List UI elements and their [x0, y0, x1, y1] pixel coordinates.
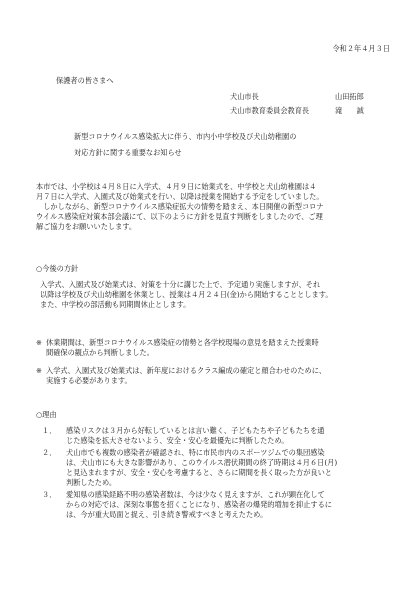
intro-line: 解ご協力をお願いいたします。 [36, 222, 137, 231]
sender-education-title: 犬山市教育委員会教育長 [230, 106, 310, 115]
reason-line: 感染リスクは３月から好転しているとは言い難く、子どもたちや子どもたちを通 [66, 426, 325, 435]
note-period [36, 338, 390, 358]
reason-item [36, 490, 390, 520]
note-line: 入学式、入園式及び始業式は、新年度におけるクラス編成の確定と顔合わせのために、 [46, 366, 327, 375]
document-date: 令和２年４月３日 [332, 44, 390, 53]
intro-line: 月７日に入学式、入園式及び始業式を行い、以降は授業を開始する予定をしていました。 [36, 192, 324, 201]
plan-line: 以降は学校及び犬山幼稚園を休業とし、授業は４月２４日(金)から開始することとします。 [40, 290, 333, 299]
note-ceremony [36, 366, 390, 386]
plan-heading: ○今後の方針 [36, 264, 79, 273]
reason-item [36, 426, 390, 446]
intro-line: しかしながら、新型コロナウイルス感染症拡大の情勢を踏まえ、本日開催の新型コロナ [36, 202, 324, 211]
reason-item [36, 448, 390, 488]
reason-number: ３． [42, 490, 57, 499]
reason-line: 犬山市でも複数の感染者が確認され、特に市民市内のスポーツジムでの集団感染 [66, 448, 325, 457]
reason-line: と見込まれますが、安全・安心を考慮すると、さらに期間を長く取った方が良いと [66, 468, 332, 477]
intro-paragraph [36, 182, 390, 232]
note-line: 休業期間は、新型コロナウイルス感染症の情勢と各学校現場の意見を踏まえた授業時 [46, 338, 319, 347]
reasons-list [36, 426, 390, 522]
plan-paragraph [40, 280, 394, 310]
note-line: 間確保の観点から判断しました。 [46, 348, 154, 357]
subject-line-2: 対応方針に関する重要なお知らせ [74, 148, 182, 157]
plan-line: また、中学校の部活動も同期間休止とします。 [40, 300, 191, 309]
reason-line: 判断したため。 [66, 478, 117, 487]
intro-line: 本市では、小学校は４月８日に入学式、４月９日に始業式を、中学校と犬山幼稚園は４ [36, 182, 317, 191]
reason-number: ２． [42, 448, 57, 457]
reason-line: からの対応では、深刻な事態を招くことになり、感染者の爆発的増加を抑止するに [66, 500, 332, 509]
reason-line: じた感染を拡大させないよう、安全・安心を最優先に判断したため。 [66, 436, 289, 445]
subject-line-1: 新型コロナウイルス感染拡大に伴う、市内小中学校及び犬山幼稚園の [74, 132, 297, 141]
reason-line: 愛知県の感染経路不明の感染者数は、今は少なく見えますが、これが顕在化して [66, 490, 325, 499]
sender-mayor-title: 犬山市長 [230, 92, 259, 101]
sender-mayor-name: 山田拓郎 [335, 92, 364, 101]
note-mark: ※ [36, 338, 43, 347]
note-line: 実施する必要があります。 [46, 376, 132, 385]
reason-line: は、今が重大局面と捉え、引き続き警戒すべきと考えたため。 [66, 510, 268, 519]
addressee: 保護者の皆さまへ [56, 76, 114, 85]
reasons-heading: ○理由 [36, 410, 57, 419]
reason-number: １． [42, 426, 57, 435]
note-mark: ※ [36, 366, 43, 375]
reason-line: は、犬山市にも大きな影響があり、このウイルス潜伏期間の終了時期は４月６日(月) [66, 458, 338, 467]
sender-education-name: 滝 誠 [335, 106, 364, 115]
intro-line: ウイルス感染症対策本部会議にて、以下のように方針を見直す判断をしましたので、ご理 [36, 212, 323, 221]
plan-line: 入学式、入園式及び始業式は、対策を十分に講じた上で、予定通り実施しますが、それ [40, 280, 321, 289]
